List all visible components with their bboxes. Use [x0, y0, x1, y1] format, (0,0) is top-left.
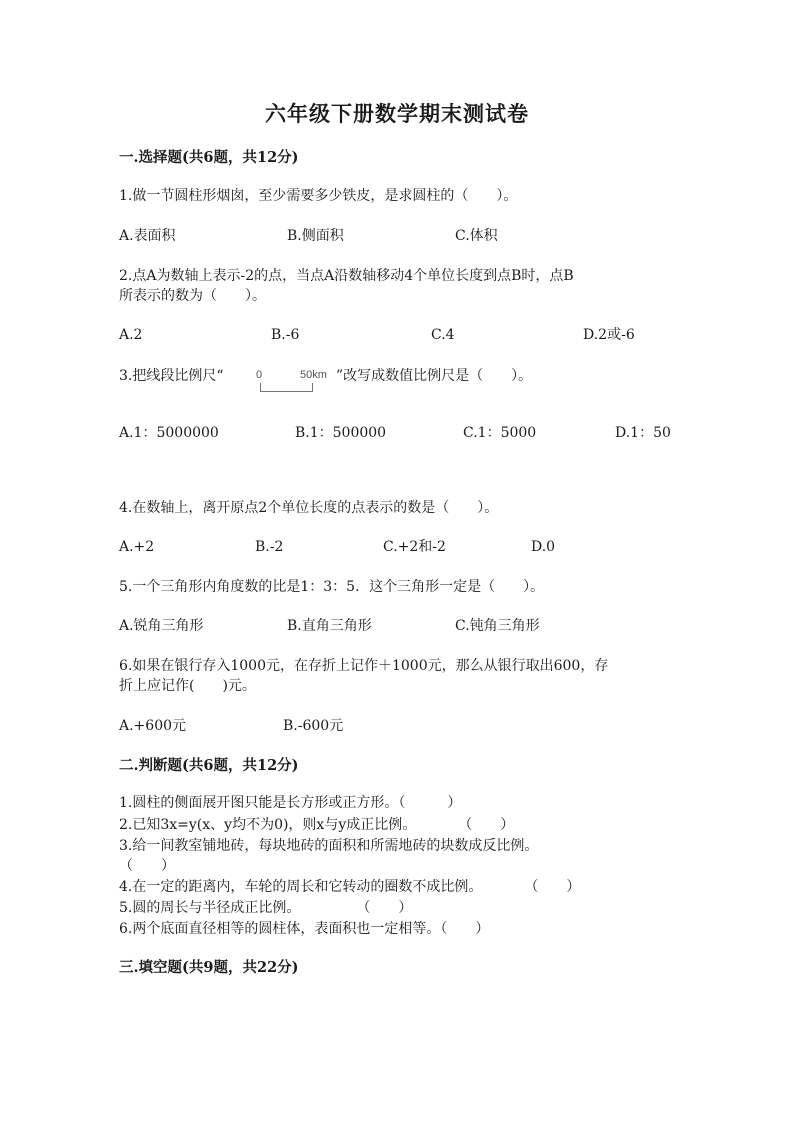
page-title: 六年级下册数学期末测试卷 [265, 101, 529, 126]
option-b: B.1：500000 [295, 425, 387, 441]
option-b: B.-6 [271, 327, 300, 343]
option-a: A.锐角三角形 [119, 618, 204, 634]
option-a: A.表面积 [119, 228, 176, 244]
option-b: B.直角三角形 [287, 618, 372, 634]
option-d: D.0 [531, 539, 556, 555]
option-a: A.+600元 [119, 718, 187, 734]
section-heading-choice: 一.选择题(共6题，共12分) [119, 149, 299, 166]
option-c: C.4 [431, 327, 455, 343]
option-b: B.-2 [255, 539, 284, 555]
question-stem-continued: 所表示的数为（ ）。 [119, 288, 266, 304]
judge-item-continued: （ ） [119, 858, 175, 874]
scale-end-label: 50km [300, 369, 327, 381]
option-a: A.2 [119, 327, 143, 343]
judge-item: 4.在一定的距离内，车轮的周长和它转动的圈数不成比例。 （ ） [119, 879, 581, 895]
judge-item: 2.已知3x=y(x、y均不为0)，则x与y成正比例。 （ ） [119, 817, 515, 833]
option-d: D.1：50 [615, 425, 671, 441]
judge-item: 3.给一间教室铺地砖，每块地砖的面积和所需地砖的块数成反比例。 [119, 838, 539, 854]
question-stem: 5.一个三角形内角度数的比是1：3：5．这个三角形一定是（ ）。 [119, 579, 545, 595]
option-c: C.+2和-2 [383, 539, 446, 555]
option-d: D.2或-6 [583, 327, 635, 343]
question-stem: 2.点A为数轴上表示-2的点，当点A沿数轴移动4个单位长度到点B时，点B [119, 268, 574, 284]
section-heading-judge: 二.判断题(共6题，共12分) [119, 757, 299, 774]
scale-bar [260, 383, 313, 392]
option-c: C.1：5000 [463, 425, 537, 441]
judge-item: 6.两个底面直径相等的圆柱体，表面积也一定相等。（ ） [119, 921, 490, 937]
question-stem: 3.把线段比例尺“ [119, 368, 224, 384]
scale-zero-label: 0 [256, 369, 263, 381]
question-stem-continued: ”改写成数值比例尺是（ ）。 [336, 368, 533, 384]
judge-item: 1.圆柱的侧面展开图只能是长方形或正方形。（ ） [119, 795, 462, 811]
question-stem-continued: 折上应记作( )元。 [119, 678, 256, 694]
section-heading-fill: 三.填空题(共9题，共22分) [119, 959, 299, 976]
option-a: A.1：5000000 [119, 425, 219, 441]
line-scale-figure [251, 368, 335, 398]
option-c: C.体积 [455, 228, 498, 244]
question-stem: 4.在数轴上，离开原点2个单位长度的点表示的数是（ ）。 [119, 500, 499, 516]
option-a: A.+2 [119, 539, 155, 555]
option-c: C.钝角三角形 [455, 618, 540, 634]
judge-item: 5.圆的周长与半径成正比例。 （ ） [119, 900, 413, 916]
option-b: B.-600元 [283, 718, 344, 734]
question-stem: 6.如果在银行存入1000元，在存折上记作＋1000元，那么从银行取出600，存 [119, 658, 609, 674]
option-b: B.侧面积 [287, 228, 344, 244]
question-stem: 1.做一节圆柱形烟囱，至少需要多少铁皮，是求圆柱的（ ）。 [119, 188, 518, 204]
